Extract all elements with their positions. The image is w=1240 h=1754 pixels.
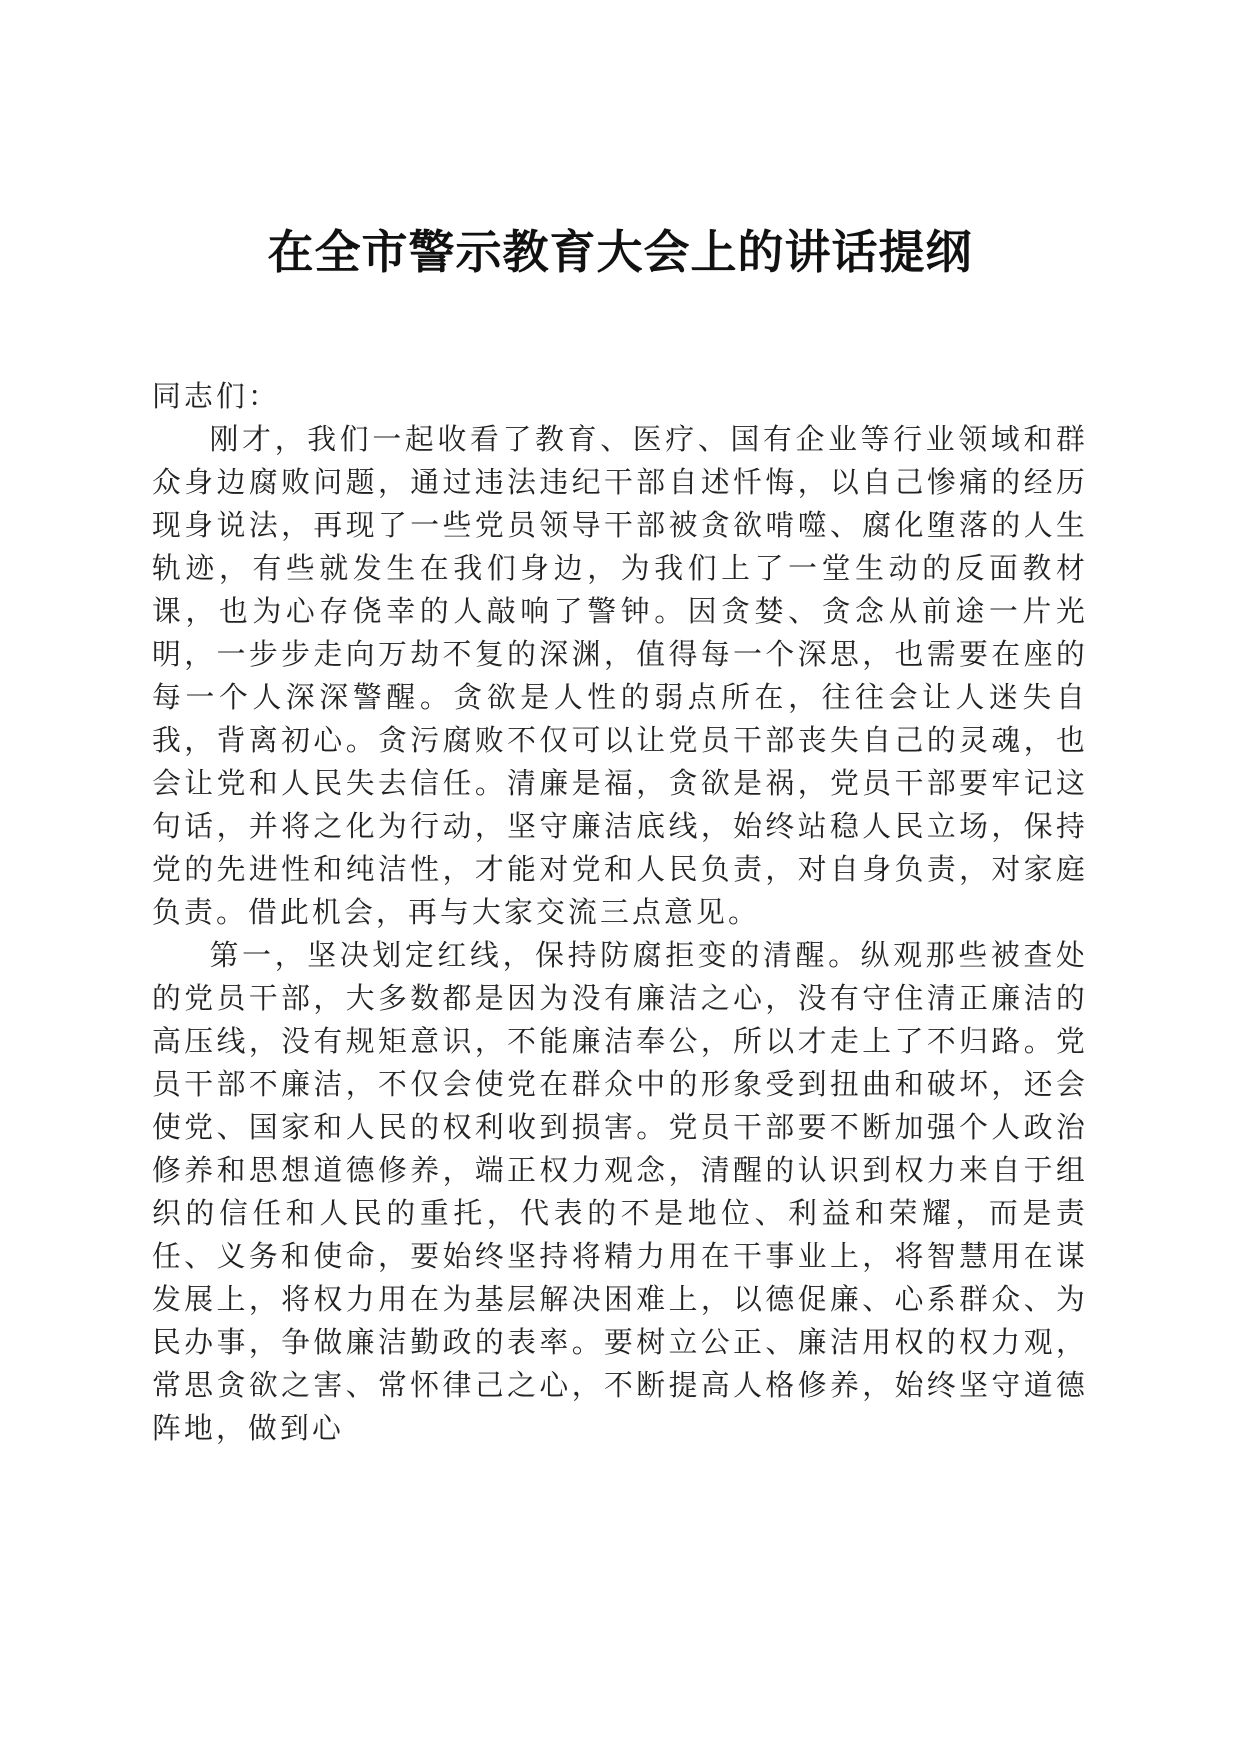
paragraph-intro: 刚才，我们一起收看了教育、医疗、国有企业等行业领域和群众身边腐败问题，通过违法违纪干部自述忏悔，以自己惨痛的经历现身说法，再现了一些党员领导干部被贪欲啃噬、腐化堕落的人生轨迹，有些就发生在我们身边，为我们上了一堂生动的反面教材课，也为心存侥幸的人敲响了警钟。因贪婪、贪念从前途一片光明，一步步走向万劫不复的深渊，值得每一个深思，也需要在座的每一个人深深警醒。贪欲是人性的弱点所在，往往会让人迷失自我，背离初心。贪污腐败不仅可以让党员干部丧失自己的灵魂，也会让党和人民失去信任。清廉是福，贪欲是祸，党员干部要牢记这句话，并将之化为行动，坚守廉洁底线，始终站稳人民立场，保持党的先进性和纯洁性，才能对党和人民负责，对自身负责，对家庭负责。借此机会，再与大家交流三点意见。 — [152, 422, 1088, 929]
document-body — [152, 375, 1088, 1450]
document-title: 在全市警示教育大会上的讲话提纲 — [267, 225, 973, 279]
paragraph-first-point: 第一，坚决划定红线，保持防腐拒变的清醒。纵观那些被查处的党员干部，大多数都是因为没有廉洁之心，没有守住清正廉洁的高压线，没有规矩意识，不能廉洁奉公，所以才走上了不归路。党员干部不廉洁，不仅会使党在群众中的形象受到扭曲和破坏，还会使党、国家和人民的权利收到损害。党员干部要不断加强个人政治修养和思想道德修养，端正权力观念，清醒的认识到权力来自于组织的信任和人民的重托，代表的不是地位、利益和荣耀，而是责任、义务和使命，要始终坚持将精力用在干事业上，将智慧用在谋发展上，将权力用在为基层解决困难上，以德促廉、心系群众、为民办事，争做廉洁勤政的表率。要树立公正、廉洁用权的权力观，常思贪欲之害、常怀律己之心，不断提高人格修养，始终坚守道德阵地，做到心 — [152, 938, 1088, 1445]
salutation: 同志们： — [152, 379, 280, 413]
